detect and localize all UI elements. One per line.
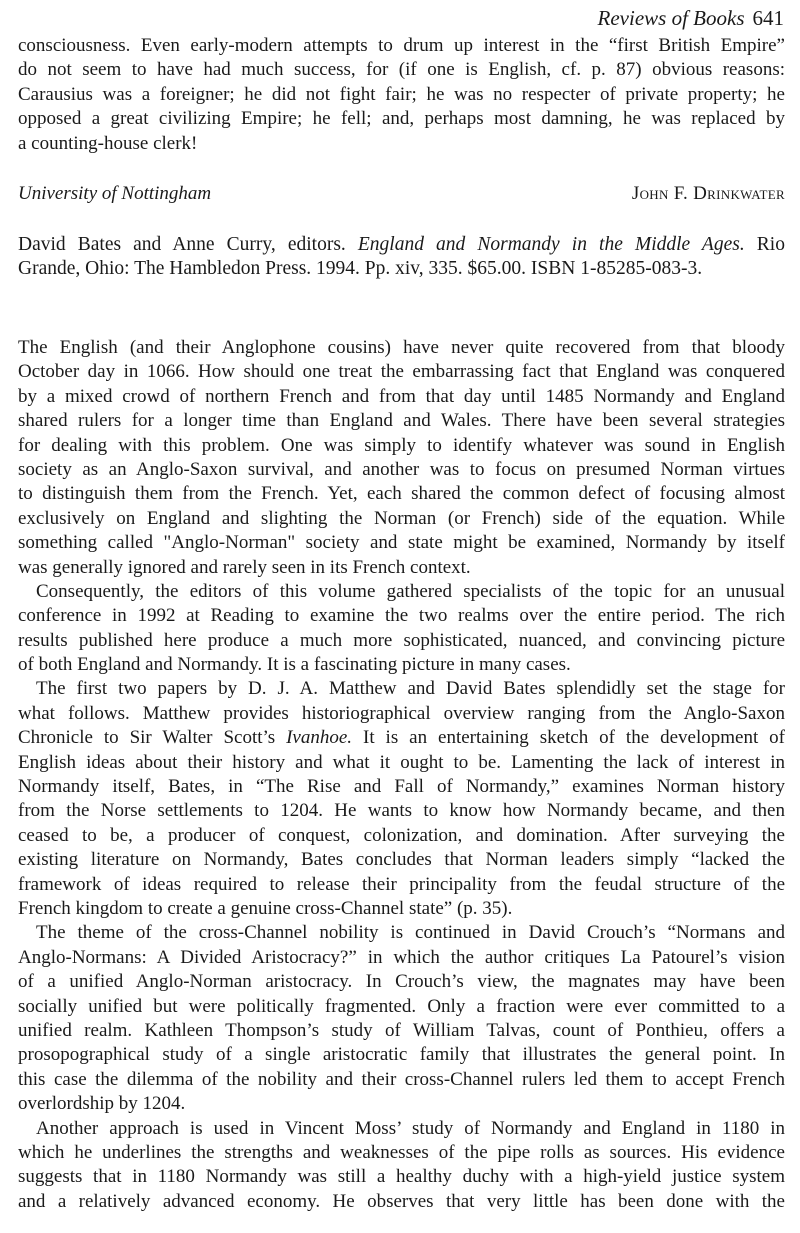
italic-title: England and Normandy in the Middle Ages.	[357, 234, 745, 255]
running-title: Reviews of Books	[597, 6, 745, 30]
text-line: The English (and their Anglophone cousins) have never quite recovered from that bloody	[18, 337, 785, 358]
text-line: Anglo-Normans: A Divided Aristocracy?” in which the author critiques La Patourel’s vision	[18, 946, 785, 968]
text-line: French kingdom to create a genuine cross-Channel state” (p. 35).	[18, 897, 513, 919]
paragraph	[18, 580, 785, 678]
text-line	[18, 233, 785, 257]
book-citation	[18, 233, 785, 282]
paragraph	[18, 1117, 785, 1215]
text-line: of both England and Normandy. It is a fascinating picture in many cases.	[18, 654, 571, 676]
text-line: prosopographical study of a single aristocratic family that illustrates the general point. In	[18, 1044, 785, 1066]
text-line: existing literature on Normandy, Bates concludes that Norman leaders simply “lacked the	[18, 849, 785, 871]
text-line: overlordship by 1204.	[18, 1093, 186, 1115]
text-line	[18, 726, 785, 750]
text-line: English ideas about their history and what it ought to be. Lamenting the lack of interest in	[18, 751, 785, 773]
text-line: Normandy itself, Bates, in “The Rise and Fall of Normandy,” examines Norman history	[18, 776, 785, 798]
text-line: framework of ideas required to release their principality from the feudal structure of the	[18, 873, 785, 895]
text-line: to distinguish them from the French. Yet, each shared the common defect of focusing almost	[18, 483, 785, 505]
text-line: The first two papers by D. J. A. Matthew and David Bates splendidly set the stage for	[36, 678, 785, 700]
text-line: Another approach is used in Vincent Moss’ study of Normandy and England in 1180 in	[36, 1117, 785, 1139]
text-line: Carausius was a foreigner; he did not fight fair; he was no respecter of private property; he	[18, 83, 785, 105]
text-line: was generally ignored and rarely seen in its French context.	[18, 556, 471, 578]
text-line: of a unified Anglo-Norman aristocracy. In Crouch’s view, the magnates may have been	[18, 971, 785, 993]
text-span: Chronicle to Sir Walter Scott’s	[18, 727, 287, 749]
text-span: Rio	[744, 234, 785, 255]
text-line: suggests that in 1180 Normandy was still a healthy duchy with a high-yield justice system	[18, 1166, 785, 1188]
reviewer-affiliation: University of Nottingham	[18, 183, 212, 204]
text-line: a counting-house clerk!	[18, 132, 198, 154]
text-line: ceased to be, a producer of conquest, colonization, and domination. After surveying the	[18, 824, 785, 846]
text-span: David Bates and Anne Curry, editors.	[18, 234, 358, 255]
text-line: consciousness. Even early-modern attempts to drum up interest in the “first British Empire”	[18, 35, 785, 56]
reviewer-signature	[18, 183, 785, 205]
paragraph	[18, 921, 785, 1116]
text-span: It is an entertaining sketch of the development of	[352, 727, 785, 749]
text-line: do not seem to have had much success, for (if one is English, cf. p. 87) obvious reasons:	[18, 59, 785, 81]
page-number: 641	[752, 6, 784, 30]
reviewer-name: John F. Drinkwater	[631, 183, 785, 204]
paragraph	[18, 677, 785, 921]
text-line: shared rulers for a longer time than England and Wales. There have been several strategies	[18, 410, 785, 432]
text-line: from the Norse settlements to 1204. He wants to know how Normandy became, and then	[18, 800, 785, 822]
review-body	[18, 336, 785, 1214]
text-line: Consequently, the editors of this volume gathered specialists of the topic for an unusual	[36, 580, 785, 602]
text-line: society as an Anglo-Saxon survival, and another was to focus on presumed Norman virtues	[18, 458, 785, 480]
text-line: for dealing with this problem. One was simply to identify whatever was sound in English	[18, 434, 785, 456]
text-line: exclusively on England and slighting the Norman (or French) side of the equation. While	[18, 507, 785, 529]
text-line: this case the dilemma of the nobility and their cross-Channel rulers led them to accept French	[18, 1068, 785, 1090]
text-line: conference in 1992 at Reading to examine the two realms over the entire period. The rich	[18, 605, 785, 627]
text-line: socially unified but were politically fragmented. Only a fraction were ever committed to a	[18, 995, 785, 1017]
text-line: results published here produce a much more sophisticated, nuanced, and convincing picture	[18, 629, 785, 651]
text-line: unified realm. Kathleen Thompson’s study of William Talvas, count of Ponthieu, offers a	[18, 1019, 785, 1041]
text-line: The theme of the cross-Channel nobility is continued in David Crouch’s “Normans and	[36, 922, 785, 944]
text-line: what follows. Matthew provides historiographical overview ranging from the Anglo-Saxon	[18, 702, 785, 724]
text-line: and a relatively advanced economy. He observes that very little has been done with the	[18, 1190, 785, 1212]
text-line	[18, 257, 785, 281]
text-line: by a mixed crowd of northern French and from that day until 1485 Normandy and England	[18, 385, 785, 407]
text-span: Grande, Ohio: The Hambledon Press. 1994. Pp. xiv, 335. $65.00. ISBN 1-85285-083-3.	[18, 258, 703, 280]
text-line: which he underlines the strengths and weaknesses of the pipe rolls as sources. His evidence	[18, 1141, 785, 1163]
running-header	[598, 6, 784, 31]
text-line: opposed a great civilizing Empire; he fell; and, perhaps most damning, he was replaced by	[18, 108, 785, 130]
text-line: October day in 1066. How should one treat the embarrassing fact that England was conquered	[18, 361, 785, 383]
text-line: something called "Anglo-Norman" society and state might be examined, Normandy by itself	[18, 532, 785, 554]
italic-title: Ivanhoe.	[286, 727, 353, 749]
paragraph	[18, 336, 785, 580]
previous-review-ending	[18, 34, 785, 156]
